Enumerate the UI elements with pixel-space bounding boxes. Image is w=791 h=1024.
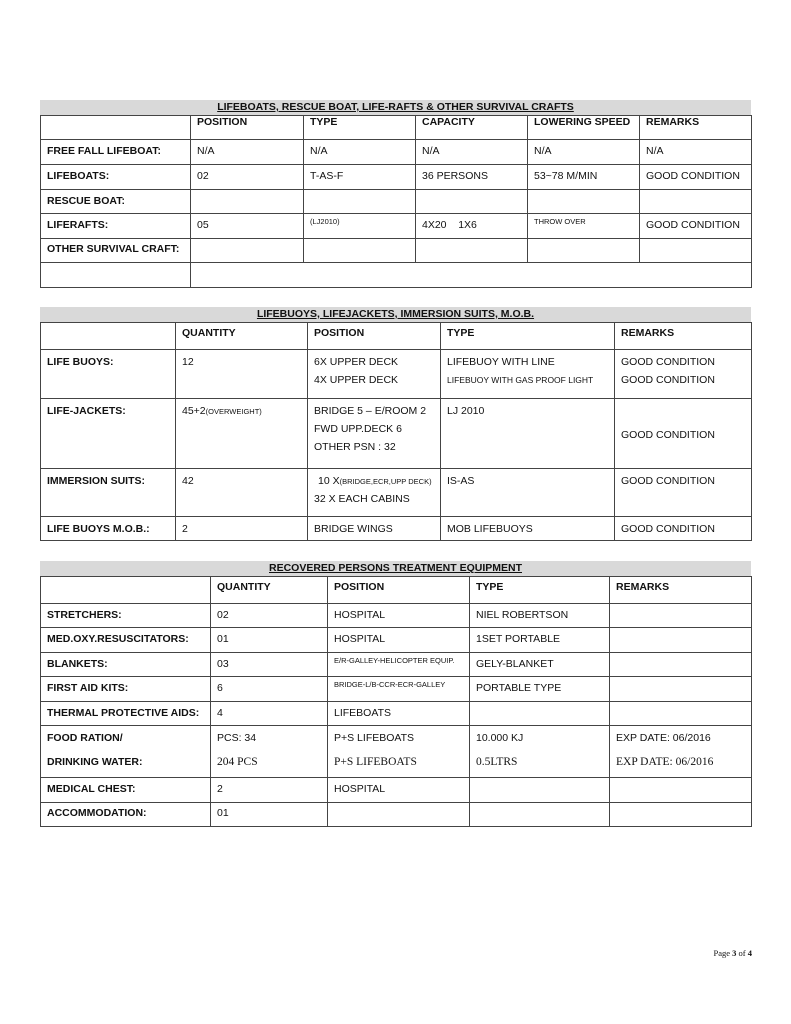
position-cell [328,803,470,827]
speed-cell: 53~78 M/MIN [528,165,640,190]
type-cell: N/A [304,140,416,165]
remarks-cell [615,350,752,399]
remarks-cell [610,778,752,803]
type-line: 0.5LTRS [476,756,518,768]
type-cell: PORTABLE TYPE [470,677,610,702]
type-cell [470,803,610,827]
page-label: Page [713,948,733,958]
quantity-cell: 02 [211,604,328,628]
position-cell [308,399,441,469]
quantity-cell: 12 [176,350,308,399]
type-cell: MOB LIFEBUOYS [441,517,615,541]
remarks-line: GOOD CONDITION [621,374,715,386]
table-row [41,399,752,469]
position-cell: LIFEBOATS [328,702,470,726]
row-label: THERMAL PROTECTIVE AIDS: [41,702,211,726]
position-line [314,469,434,487]
table-row [41,702,752,726]
type-cell: T-AS-F [304,165,416,190]
type-cell [304,190,416,214]
lifeboats-section-title: LIFEBOATS, RESCUE BOAT, LIFE-RAFTS & OTHER SURVIVAL CRAFTS [40,100,751,115]
table-row [41,517,752,541]
capacity-cell [416,239,528,263]
header-cell: POSITION [191,116,304,140]
header-cell: REMARKS [640,116,752,140]
quantity-cell: 2 [211,778,328,803]
remarks-cell [610,803,752,827]
position-line: 32 X EACH CABINS [314,493,410,505]
header-cell: CAPACITY [416,116,528,140]
header-cell: TYPE [304,116,416,140]
remarks-cell [610,604,752,628]
position-line: OTHER PSN : 32 [314,441,396,453]
recovered-table [40,576,752,827]
page-number [690,948,752,958]
row-label: RESCUE BOAT: [41,190,191,214]
quantity-cell: 4 [211,702,328,726]
header-cell [41,323,176,350]
quantity-line: PCS: 34 [217,732,257,744]
table-row [41,214,752,239]
type-cell [304,239,416,263]
row-label: STRETCHERS: [41,604,211,628]
capacity-cell [416,190,528,214]
type-cell: IS-AS [441,469,615,517]
position-cell [191,239,304,263]
quantity-cell: 01 [211,803,328,827]
header-cell: REMARKS [615,323,752,350]
remarks-cell [640,190,752,214]
quantity-value: 45+2 [182,405,206,417]
header-cell: TYPE [441,323,615,350]
position-note: (BRIDGE,ECR,UPP DECK) [339,477,432,486]
quantity-cell: 03 [211,653,328,677]
capacity-cell: N/A [416,140,528,165]
type-cell: LJ 2010 [441,399,615,469]
table-row [41,604,752,628]
position-cell [191,190,304,214]
table-row [41,653,752,677]
remarks-cell: GOOD CONDITION [615,517,752,541]
quantity-cell [176,399,308,469]
position-cell: 02 [191,165,304,190]
type-cell: NIEL ROBERTSON [470,604,610,628]
table-row [41,165,752,190]
remarks-line: GOOD CONDITION [621,356,715,368]
recovered-section-title: RECOVERED PERSONS TREATMENT EQUIPMENT [40,561,751,576]
position-line: BRIDGE 5 – E/ROOM 2 [314,405,427,417]
table-row [41,140,752,165]
position-line: 4X UPPER DECK [314,374,399,386]
type-line: LIFEBUOY WITH LINE [447,356,555,368]
quantity-line: 204 PCS [217,756,258,768]
header-cell: POSITION [308,323,441,350]
row-label: OTHER SURVIVAL CRAFT: [41,239,191,263]
position-cell [308,350,441,399]
quantity-note: (OVERWEIGHT) [205,407,262,416]
remarks-cell: GOOD CONDITION [640,165,752,190]
table-row [41,677,752,702]
row-label: LIFE-JACKETS: [41,399,176,469]
table-row [41,803,752,827]
remarks-cell: GOOD CONDITION [615,399,752,469]
position-cell: HOSPITAL [328,628,470,653]
remarks-cell: GOOD CONDITION [640,214,752,239]
table-row [41,628,752,653]
header-cell: LOWERING SPEED [528,116,640,140]
current-page: 3 [732,948,737,958]
remarks-cell [610,653,752,677]
type-line: 10.000 KJ [476,732,524,744]
row-label: LIFEBOATS: [41,165,191,190]
position-cell: HOSPITAL [328,604,470,628]
empty-cell [41,263,191,288]
row-label: MED.OXY.RESUSCITATORS: [41,628,211,653]
capacity-cell: 36 PERSONS [416,165,528,190]
capacity-cell: 4X20 1X6 [416,214,528,239]
remarks-cell: GOOD CONDITION [615,469,752,517]
type-cell [470,778,610,803]
position-value: 10 X [318,475,340,487]
table-row [41,726,752,778]
header-cell: TYPE [470,577,610,604]
header-cell: POSITION [328,577,470,604]
position-cell: 05 [191,214,304,239]
row-label [41,726,211,778]
type-cell: 1SET PORTABLE [470,628,610,653]
row-label: FIRST AID KITS: [41,677,211,702]
speed-cell: N/A [528,140,640,165]
remarks-cell [610,726,752,778]
row-label: LIFERAFTS: [41,214,191,239]
quantity-cell [211,726,328,778]
lifebuoys-section-title: LIFEBUOYS, LIFEJACKETS, IMMERSION SUITS, M.O.B. [40,307,751,322]
quantity-cell: 42 [176,469,308,517]
remarks-line: EXP DATE: 06/2016 [616,732,711,744]
of-label: of [736,948,748,958]
row-label: MEDICAL CHEST: [41,778,211,803]
row-label: IMMERSION SUITS: [41,469,176,517]
quantity-cell: 01 [211,628,328,653]
type-cell: GELY-BLANKET [470,653,610,677]
row-label: FREE FALL LIFEBOAT: [41,140,191,165]
total-pages: 4 [747,948,752,958]
position-line: P+S LIFEBOATS [334,756,417,768]
lifebuoys-table [40,322,752,541]
table-row [41,350,752,399]
position-line: P+S LIFEBOATS [334,732,415,744]
remarks-cell [640,239,752,263]
position-cell: BRIDGE-L/B-CCR-ECR-GALLEY [328,677,470,702]
table-row [41,263,752,288]
speed-cell [528,190,640,214]
table-row [41,239,752,263]
header-cell: REMARKS [610,577,752,604]
type-cell [470,726,610,778]
remarks-cell: N/A [640,140,752,165]
header-cell [41,577,211,604]
row-label: BLANKETS: [41,653,211,677]
header-cell: QUANTITY [176,323,308,350]
remarks-cell [610,677,752,702]
speed-cell [528,239,640,263]
remarks-cell [610,628,752,653]
row-label-line: FOOD RATION/ [47,732,123,744]
row-label: ACCOMMODATION: [41,803,211,827]
table-row [41,190,752,214]
table-row [41,778,752,803]
row-label: LIFE BUOYS M.O.B.: [41,517,176,541]
row-label: LIFE BUOYS: [41,350,176,399]
position-line: 6X UPPER DECK [314,356,399,368]
position-cell: N/A [191,140,304,165]
remarks-line: EXP DATE: 06/2016 [616,756,714,768]
position-line: FWD UPP.DECK 6 [314,423,402,435]
position-cell [308,469,441,517]
position-cell [328,726,470,778]
quantity-cell: 6 [211,677,328,702]
remarks-cell [610,702,752,726]
type-line: LIFEBUOY WITH GAS PROOF LIGHT [447,375,594,385]
quantity-cell: 2 [176,517,308,541]
speed-cell: THROW OVER [528,214,640,239]
type-cell: (LJ2010) [304,214,416,239]
empty-cell [191,263,752,288]
type-cell [470,702,610,726]
lifeboats-table [40,115,752,288]
position-cell: BRIDGE WINGS [308,517,441,541]
header-cell [41,116,191,140]
position-cell: E/R-GALLEY-HELICOPTER EQUIP. [328,653,470,677]
type-cell [441,350,615,399]
table-row [41,469,752,517]
row-label-line: DRINKING WATER: [47,756,143,768]
position-cell: HOSPITAL [328,778,470,803]
header-cell: QUANTITY [211,577,328,604]
